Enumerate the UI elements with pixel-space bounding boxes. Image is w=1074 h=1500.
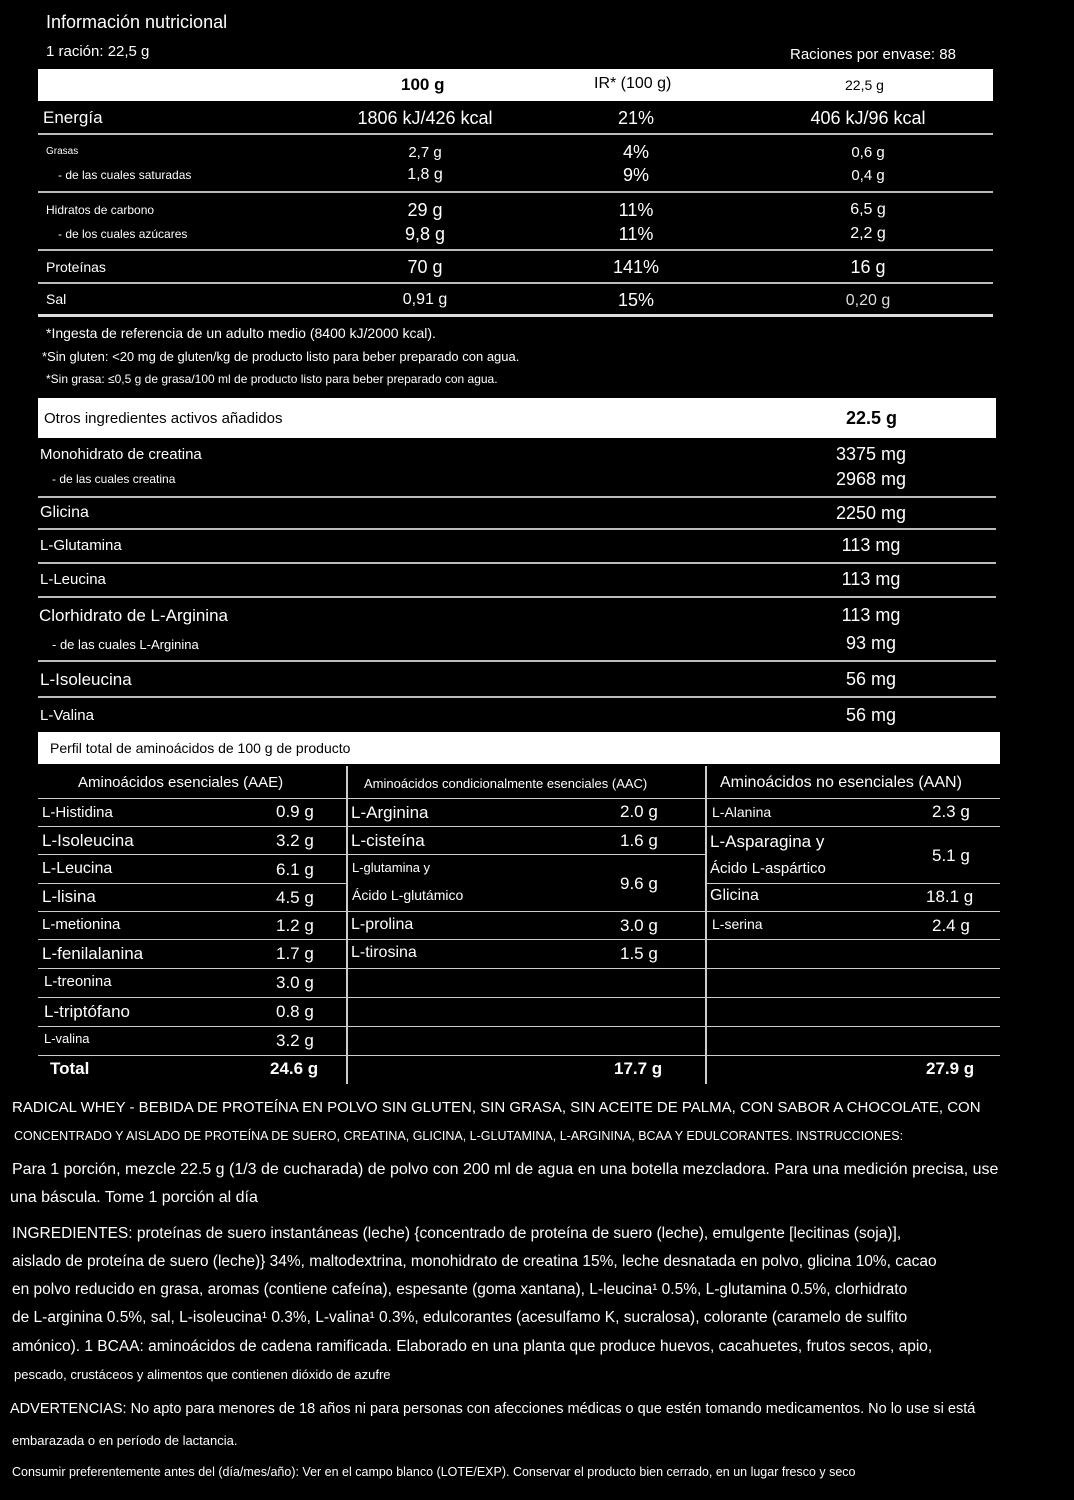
total-conditional: 17.7 g [614, 1059, 663, 1078]
conditional-name-2: Ácido L-glutámico [352, 887, 464, 903]
essential-name: L-metionina [42, 916, 121, 933]
active-creatine-value: 2968 mg [835, 469, 907, 489]
conditional-value: 2.0 g [620, 802, 658, 821]
nonessential-name: L-Alanina [712, 804, 772, 820]
conditional-name: L-glutamina y [352, 860, 431, 875]
salt-serving: 0,20 g [845, 292, 891, 309]
ingredients-3: en polvo reducido en grasa, aromas (contiene cafeína), espesante (goma xantana), L-leucina¹ 0.5%, L-glutamina 0.5%, clorhidrato [12, 1281, 908, 1298]
row-label-carbs: Hidratos de carbono [46, 203, 155, 217]
essential-value: 3.2 g [276, 831, 314, 850]
essential-value: 0.9 g [276, 802, 314, 821]
active-isoleucine: L-Isoleucina [40, 670, 132, 689]
total-label: Total [50, 1059, 90, 1078]
conditional-value: 1.6 g [620, 831, 658, 850]
nonessential-name: L-Asparagina y [710, 832, 825, 851]
nonessential-name: L-serina [712, 916, 763, 932]
row-divider [38, 968, 1000, 969]
divider [38, 660, 996, 662]
active-creatine-monohydrate: Monohidrato de creatina [40, 446, 202, 463]
divider [38, 314, 993, 317]
conditional-value: 1.5 g [620, 944, 658, 963]
product-description-2: CONCENTRADO Y AISLADO DE PROTEÍNA DE SUERO, CREATINA, GLICINA, L-GLUTAMINA, L-ARGININA, BCAA Y EDULCORANTES. INSTRUCCIONES: [14, 1129, 904, 1143]
essential-value: 6.1 g [276, 860, 314, 879]
protein-ir: 141% [612, 257, 660, 277]
conditional-value: 3.0 g [620, 916, 658, 935]
col-per-serving: 22,5 g [845, 77, 884, 93]
essential-value: 4.5 g [276, 888, 314, 907]
fat-per100: 2,7 g [408, 144, 442, 161]
header-essential: Aminoácidos esenciales (AAE) [78, 774, 284, 791]
header-nonessential: Aminoácidos no esenciales (AAN) [720, 774, 962, 791]
active-creatine-monohydrate-value: 3375 mg [835, 444, 907, 464]
essential-name: L-Leucina [42, 860, 113, 877]
conditional-name: L-tirosina [351, 944, 417, 961]
row-divider [38, 1055, 1000, 1056]
col-reference-intake: IR* (100 g) [594, 75, 672, 92]
nonessential-name-2: Ácido L-aspártico [710, 860, 826, 877]
carbs-per100: 29 g [407, 200, 443, 220]
active-arginine: - de las cuales L-Arginina [52, 637, 199, 652]
saturated-serving: 0,4 g [851, 167, 885, 184]
protein-per100: 70 g [407, 257, 443, 277]
carbs-serving: 6,5 g [850, 201, 886, 218]
sugars-serving: 2,2 g [850, 225, 886, 242]
ingredients-2: aislado de proteína de suero (leche)} 34%, maltodextrina, monohidrato de creatina 15%, leche desnatada en polvo, glicina 10%, cacao [12, 1253, 937, 1270]
servings-per-pack: Raciones por envase: 88 [790, 46, 956, 63]
row-divider [38, 939, 1000, 940]
instructions-1: Para 1 porción, mezcle 22.5 g (1/3 de cucharada) de polvo con 200 ml de agua en una botella mezcladora. Para una medición precisa, use [12, 1161, 999, 1178]
row-divider [707, 883, 1000, 884]
nonessential-value: 18.1 g [926, 887, 974, 906]
active-arginine-value: 93 mg [845, 633, 897, 653]
divider [38, 696, 996, 698]
conditional-value: 9.6 g [620, 874, 658, 893]
divider [38, 249, 993, 251]
active-arginine-hcl-value: 113 mg [841, 605, 901, 625]
row-divider [38, 826, 1000, 827]
active-isoleucine-value: 56 mg [845, 669, 897, 689]
active-glycine: Glicina [40, 504, 89, 521]
essential-name: L-Histidina [42, 804, 113, 821]
essential-name: L-fenilalanina [42, 944, 144, 963]
label-title: Información nutricional [46, 12, 228, 32]
active-glycine-value: 2250 mg [835, 503, 907, 523]
total-essential: 24.6 g [270, 1059, 319, 1078]
active-valine-value: 56 mg [845, 705, 897, 725]
column-divider [346, 766, 348, 1084]
divider [38, 596, 996, 598]
essential-value: 1.7 g [276, 944, 314, 963]
nutrition-column-header [38, 69, 993, 101]
row-divider [38, 854, 707, 855]
actives-title: Otros ingredientes activos añadidos [44, 410, 283, 427]
row-label-saturated: - de las cuales saturadas [58, 168, 192, 182]
row-label-energy: Energía [43, 108, 103, 127]
active-leucine-value: 113 mg [841, 569, 901, 589]
row-label-salt: Sal [46, 291, 67, 307]
conditional-name: L-prolina [351, 916, 414, 933]
divider [38, 191, 993, 193]
row-divider [38, 798, 1000, 799]
essential-name: L-Isoleucina [42, 831, 134, 850]
nonessential-value: 5.1 g [932, 846, 970, 865]
row-divider [38, 1026, 1000, 1027]
active-creatine: - de las cuales creatina [52, 472, 176, 486]
essential-value: 0.8 g [276, 1002, 314, 1021]
essential-name: L-lisina [42, 887, 96, 906]
amino-table [38, 766, 1000, 1084]
energy-serving: 406 kJ/96 kcal [810, 108, 926, 128]
product-description-1: RADICAL WHEY - BEBIDA DE PROTEÍNA EN POLVO SIN GLUTEN, SIN GRASA, SIN ACEITE DE PALMA, CON SABOR A CHOCOLATE, CON [12, 1099, 981, 1116]
note-reference-intake: *Ingesta de referencia de un adulto medio (8400 kJ/2000 kcal). [46, 325, 436, 341]
active-valine: L-Valina [40, 707, 94, 724]
essential-name: L-treonina [44, 973, 112, 990]
sugars-per100: 9,8 g [404, 224, 446, 244]
instructions-2: una báscula. Tome 1 porción al día [10, 1189, 258, 1206]
actives-column: 22.5 g [846, 408, 898, 428]
divider [38, 562, 996, 564]
saturated-per100: 1,8 g [407, 166, 443, 183]
salt-ir: 15% [617, 290, 655, 310]
essential-value: 1.2 g [276, 916, 314, 935]
ingredients-5: amónico). 1 BCAA: aminoácidos de cadena ramificada. Elaborado en una planta que produce huevos, cacahuetes, frutos secos, apio, [12, 1338, 933, 1355]
conditional-name: L-cisteína [351, 831, 425, 850]
divider [38, 133, 993, 135]
warnings-1: ADVERTENCIAS: No apto para menores de 18 años ni para personas con afecciones médicas o que estén tomando medicamentos. No lo use si está [10, 1401, 976, 1417]
active-glutamine: L-Glutamina [40, 537, 122, 554]
ingredients-1: INGREDIENTES: proteínas de suero instantáneas (leche) {concentrado de proteína de suero (leche), emulgente [lecitinas (soja)], [12, 1225, 902, 1242]
row-divider [38, 883, 348, 884]
carbs-ir: 11% [618, 200, 654, 220]
ingredients-4: de L-arginina 0.5%, sal, L-isoleucina¹ 0.3%, L-valina¹ 0.3%, edulcorantes (acesulfamo K, sucralosa), colorante (caramelo de sulfito [12, 1309, 908, 1326]
total-nonessential: 27.9 g [926, 1059, 975, 1078]
amino-title: Perfil total de aminoácidos de 100 g de producto [50, 740, 351, 756]
protein-serving: 16 g [850, 257, 886, 277]
ingredients-6: pescado, crustáceos y alimentos que contienen dióxido de azufre [14, 1367, 391, 1382]
nonessential-name: Glicina [710, 887, 759, 904]
conditional-name: L-Arginina [351, 803, 429, 822]
header-conditional: Aminoácidos condicionalmente esenciales (AAC) [364, 776, 648, 791]
column-divider [705, 766, 707, 1084]
saturated-ir: 9% [622, 165, 650, 185]
divider [38, 496, 996, 498]
note-gluten-free: *Sin gluten: <20 mg de gluten/kg de producto listo para beber preparado con agua. [42, 349, 520, 364]
fat-ir: 4% [622, 142, 650, 162]
essential-name: L-triptófano [44, 1002, 130, 1021]
fat-serving: 0,6 g [851, 144, 885, 161]
note-fat-free: *Sin grasa: ≤0,5 g de grasa/100 ml de producto listo para beber preparado con agua. [46, 372, 498, 386]
row-label-fat: Grasas [46, 146, 79, 157]
actives-header [38, 398, 996, 438]
amino-header [38, 732, 1000, 764]
best-before: Consumir preferentemente antes del (día/mes/año): Ver en el campo blanco (LOTE/EXP). Conservar el producto bien cerrado, en un lugar fresco y seco [12, 1465, 856, 1479]
active-arginine-hcl: Clorhidrato de L-Arginina [39, 606, 228, 625]
col-per-100g: 100 g [401, 75, 445, 94]
divider [38, 282, 993, 284]
essential-value: 3.2 g [276, 1031, 314, 1050]
salt-per100: 0,91 g [402, 291, 448, 308]
row-label-protein: Proteínas [46, 259, 106, 275]
energy-ir: 21% [617, 108, 655, 128]
essential-name: L-valina [44, 1031, 90, 1046]
nonessential-value: 2.4 g [932, 916, 970, 935]
nonessential-value: 2.3 g [932, 802, 970, 821]
sugars-ir: 11% [618, 224, 654, 244]
row-divider [38, 911, 1000, 912]
active-leucine: L-Leucina [40, 571, 106, 588]
row-divider [38, 997, 1000, 998]
warnings-2: embarazada o en período de lactancia. [12, 1433, 238, 1448]
essential-value: 3.0 g [276, 973, 314, 992]
divider [38, 528, 996, 530]
energy-per100: 1806 kJ/426 kcal [357, 108, 493, 128]
row-label-sugars: - de los cuales azúcares [58, 227, 188, 241]
serving-size: 1 ración: 22,5 g [46, 43, 150, 60]
active-glutamine-value: 113 mg [841, 535, 901, 555]
